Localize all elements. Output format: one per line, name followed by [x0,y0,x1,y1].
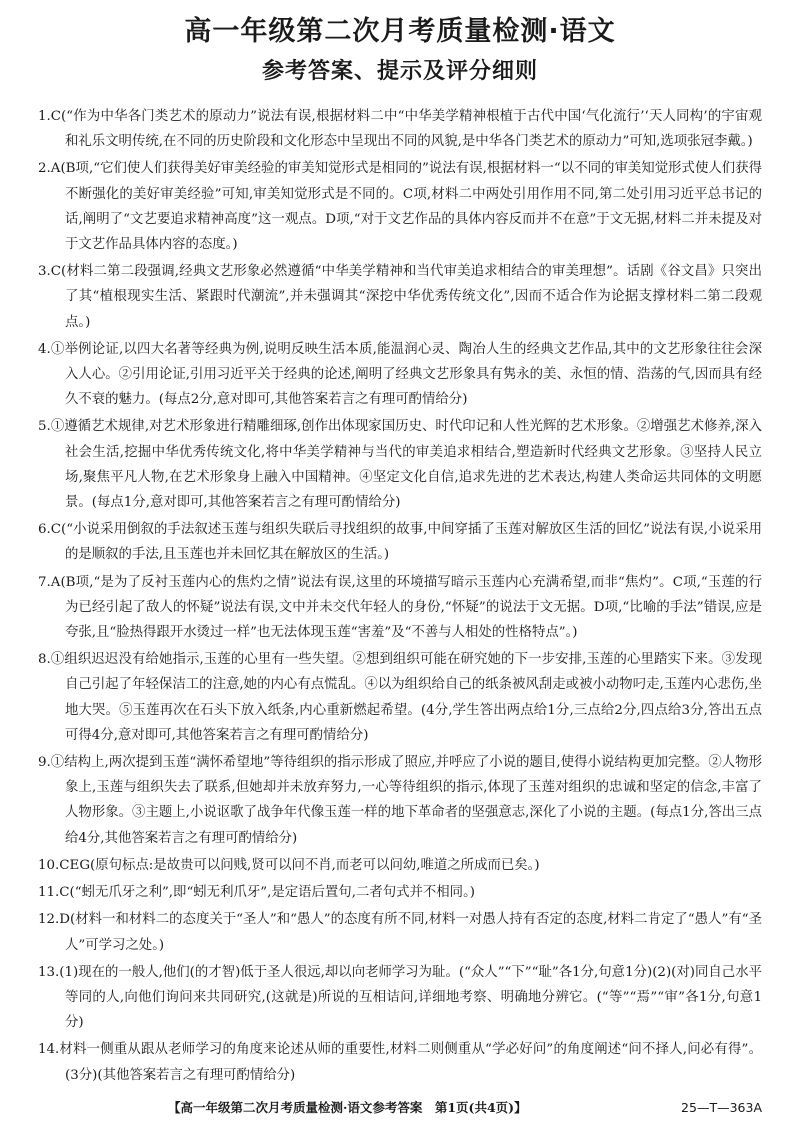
answer-item-3: 3.C(材料二第二段强调,经典文艺形象必然遵循“中华美学精神和当代审美追求相结合的审美理想”。话剧《谷文昌》只突出了其“植根现实生活、紧跟时代潮流”,并未强调其“深挖中华优秀传统文化”,因而不适合作为论据支撑材料二第二段观点。) [38,264,762,330]
answer-item-13: 13.(1)现在的一般人,他们(的才智)低于圣人很远,却以向老师学习为耻。(“众人”“下”“耻”各1分,句意1分)(2)(对)同自己水平等同的人,向他们询问来共同研究,(这就是)所说的互相诘问,详细地考察、明确地分辨它。(“等”“焉”“审”各1分,句意1分) [38,964,762,1031]
answer-item-5: 5.①遵循艺术规律,对艺术形象进行精雕细琢,创作出体现家国历史、时代印记和人性光辉的艺术形象。②增强艺术修养,深入社会生活,挖掘中华优秀传统文化,将中华美学精神与当代的审美追求相结合,塑造新时代经典文艺形象。③坚持人民立场,聚焦平凡人物,在艺术形象身上融入中国精神。④坚定文化自信,追求先进的艺术表达,构建人类命运共同体的文明愿景。(每点1分,意对即可,其他答案若言之有理可酌情给分) [38,419,762,511]
answer-item-8: 8.①组织迟迟没有给她指示,玉莲的心里有一些失望。②想到组织可能在研究她的下一步安排,玉莲的心里踏实下来。③发现自己引起了年轻保洁工的注意,她的内心有点慌乱。④以为组织给自己的纸条被风刮走或被小动物叼走,玉莲内心悲伤,坐地大哭。⑤玉莲再次在石头下放入纸条,内心重新燃起希望。(4分,学生答出两点给1分,三点给2分,四点给3分,答出五点可得4分,意对即可,其他答案若言之有理可酌情给分) [38,652,763,743]
answer-item-2: 2.A(B项,“它们使人们获得美好审美经验的审美知觉形式是相同的”说法有误,根据材料一“以不同的审美知觉形式使人们获得不断强化的美好审美经验”可知,审美知觉形式是不同的。C项,材料二中两处引用作用不同,第二处引用习近平总书记的话,阐明了“文艺要追求精神高度”这一观点。D项,“对于文艺作品的具体内容反而并不在意”于文无据,材料二并未提及对于文艺作品具体内容的态度。) [38,161,762,253]
answer-item-10: 10.CEG(原句标点:是故贵可以问贱,贤可以问不肖,而老可以问幼,唯道之所成而已矣。) [38,857,540,873]
answer-item-6: 6.C(“小说采用倒叙的手法叙述玉莲与组织失联后寻找组织的故事,中间穿插了玉莲对解放区生活的回忆”说法有误,小说采用的是顺叙的手法,且玉莲也并未回忆其在解放区的生活。) [38,522,762,563]
answer-item-7: 7.A(B项,“是为了反衬玉莲内心的焦灼之情”说法有误,这里的环境描写暗示玉莲内心充满希望,而非“焦灼”。C项,“玉莲的行为已经引起了敌人的怀疑”说法有误,文中并未交代年轻人的身份,“怀疑”的说法于文无据。D项,“比喻的手法”错误,应是夸张,且“脸热得跟开水烫过一样”也无法体现玉莲“害羞”及“不善与人相处的性格特点”。) [38,574,762,641]
answer-item-4: 4.①举例论证,以四大名著等经典为例,说明反映生活本质,能温润心灵、陶冶人生的经典文艺作品,其中的文艺形象往往会深入人心。②引用论证,引用习近平关于经典的论述,阐明了经典文艺形象具有隽永的美、永恒的情、浩荡的气,因而具有经久不衰的魅力。(每点2分,意对即可,其他答案若言之有理可酌情给分) [38,341,762,408]
footer-code: 25—T—363A [681,1100,762,1115]
answer-item-12: 12.D(材料一和材料二的态度关于“圣人”和“愚人”的态度有所不同,材料一对愚人持有否定的态度,材料二肯定了“愚人”有“圣人”可学习之处。) [38,912,762,953]
answer-item-9: 9.①结构上,两次提到玉莲“满怀希望地”等待组织的指示形成了照应,并呼应了小说的题目,使得小说结构更加完整。②人物形象上,玉莲与组织失去了联系,但她却并未放弃努力,一心等待组织的指示,体现了玉莲对组织的忠诚和坚定的信念,丰富了人物形象。③主题上,小说讴歌了战争年代像玉莲一样的地下革命者的坚强意志,深化了小说的主题。(每点1分,答出三点给4分,其他答案若言之有理可酌情给分) [38,755,762,846]
page-subtitle: 参考答案、提示及评分细则 [261,59,538,84]
page-footer [38,1098,762,1118]
page-title: 高一年级第二次月考质量检测·语文 [184,16,616,47]
answer-item-11: 11.C(“蚓无爪牙之利”,即“蚓无利爪牙”,是定语后置句,二者句式并不相同。) [38,885,475,901]
answer-list [38,104,762,1088]
answer-item-1: 1.C(“作为中华各门类艺术的原动力”说法有误,根据材料二中“中华美学精神根植于古代中国‘气化流行’‘天人同构’的宇宙观和礼乐文明传统,在不同的历史阶段和文化形态中呈现出不同的风貌,是中华各门类艺术的原动力”可知,选项张冠李戴。) [38,109,762,150]
answer-item-14: 14.材料一侧重从跟从老师学习的角度来论述从师的重要性,材料二则侧重从“学必好问”的角度阐述“问不择人,问必有得”。(3分)(其他答案若言之有理可酌情给分) [38,1042,762,1083]
footer-label: 【高一年级第二次月考质量检测·语文参考答案 第1页(共4页)】 [168,1100,527,1115]
